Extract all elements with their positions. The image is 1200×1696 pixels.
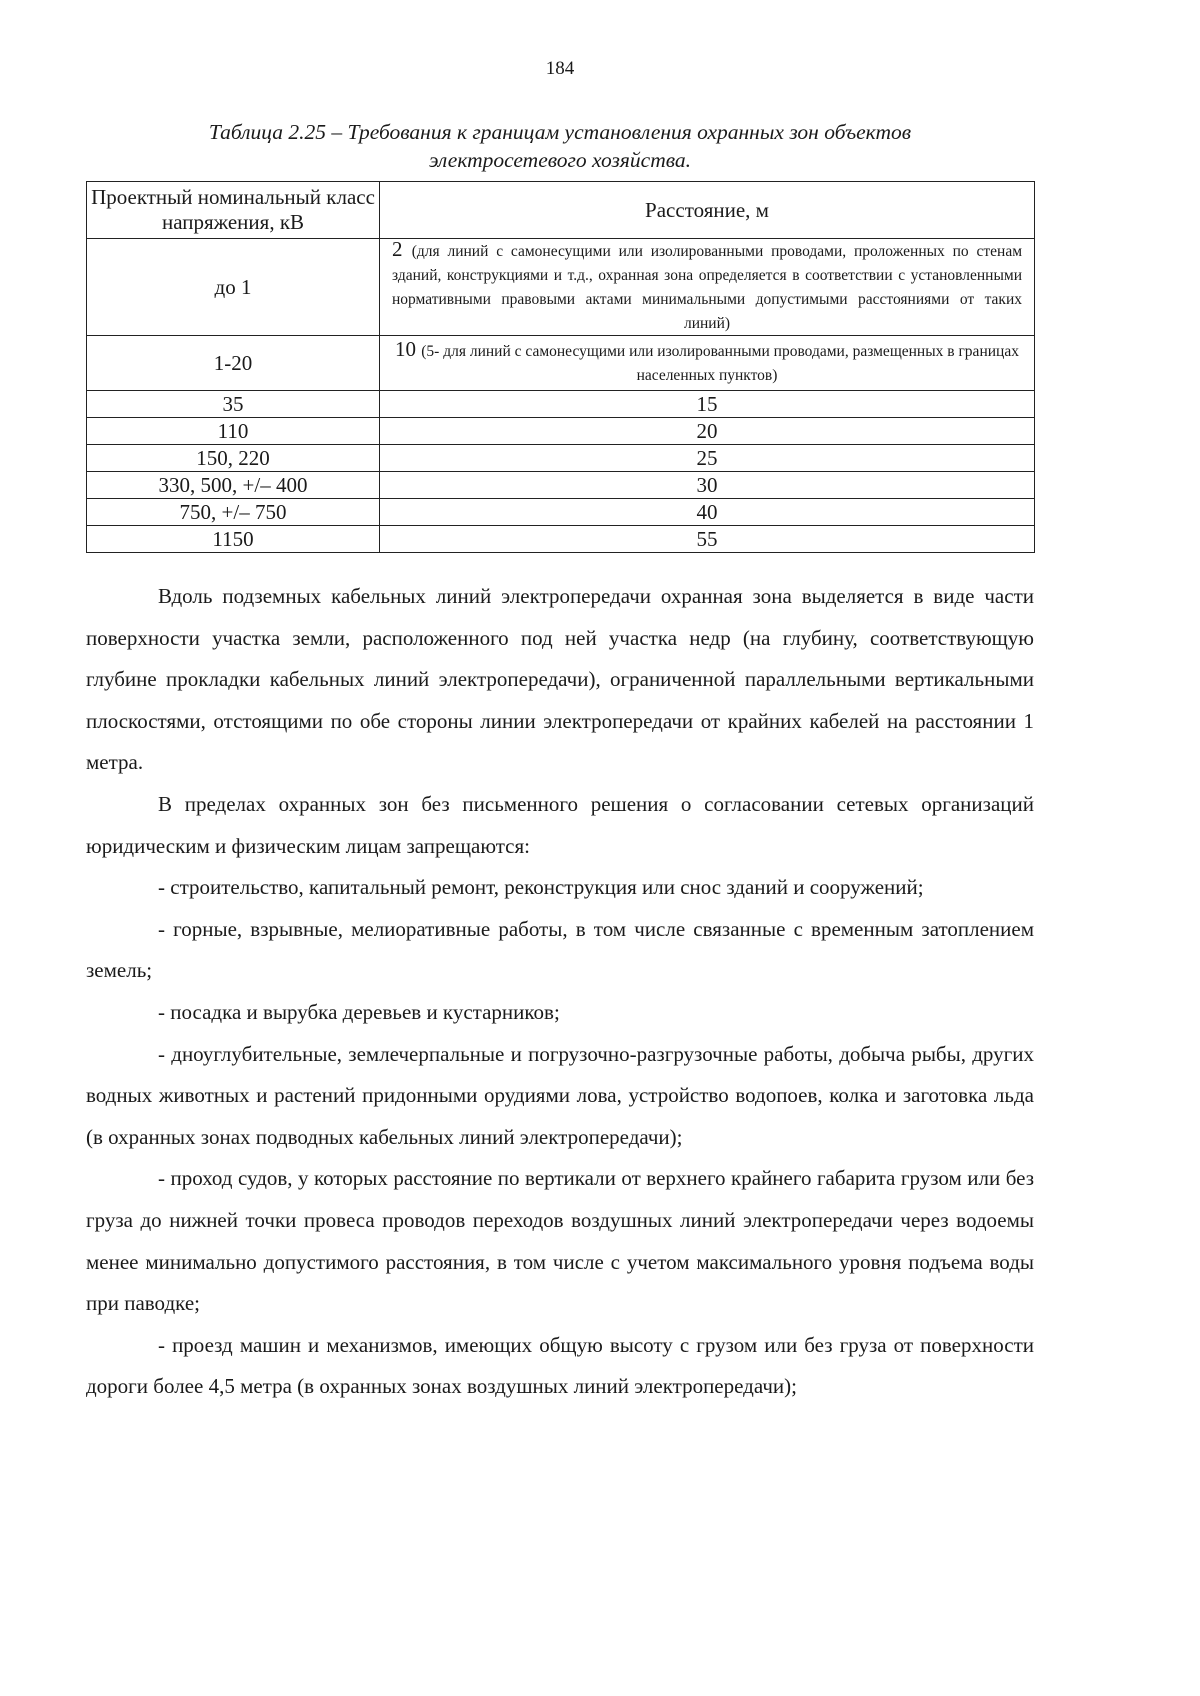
list-item: - проход судов, у которых расстояние по вертикали от верхнего крайнего габарита грузом или без груза до нижней точки провеса проводов переходов воздушных линий электропередачи через водоемы менее минимально допустимого расстояния, в том числе с учетом максимального уровня подъема воды при паводке; [86,1166,1034,1316]
table-row [87,526,1035,553]
list-item: - проезд машин и механизмов, имеющих общую высоту с грузом или без груза от поверхности дороги более 4,5 метра (в охранных зонах воздушных линий электропередачи); [86,1332,1034,1399]
distance-note: (5- для линий с самонесущими или изолированными проводами, размещенных в границах населенных пунктов) [421,343,1019,384]
distance-note: (для линий с самонесущими или изолированными проводами, проложенных по стенам зданий, конструкциями и т.д., охранная зона определяется в соответствии с установленными нормативными правовыми актами минимальными допустимыми расстояниями от таких линий) [392,243,1023,332]
cell-voltage: 750, +/– 750 [87,499,380,526]
cell-distance: 15 [380,391,1035,418]
paragraph: В пределах охранных зон без письменного решения о согласовании сетевых организаций юридическим и физическим лицам запрещаются: [86,791,1034,858]
table-row [87,472,1035,499]
table-row [87,418,1035,445]
list-item: - посадка и вырубка деревьев и кустарников; [158,999,560,1024]
cell-voltage: 1-20 [87,336,380,391]
header-distance: Расстояние, м [380,182,1035,239]
protection-zone-table [86,181,1035,553]
table-caption: Таблица 2.25 – Требования к границам установления охранных зон объектов электросетевого хозяйства. [208,120,912,172]
header-voltage: Проектный номинальный класс напряжения, кВ [87,182,380,239]
cell-distance [380,239,1035,336]
cell-voltage: 150, 220 [87,445,380,472]
cell-voltage: 35 [87,391,380,418]
body-text [86,576,1034,1408]
list-item: - горные, взрывные, мелиоративные работы, в том числе связанные с временным затоплением земель; [86,916,1034,983]
distance-value: 10 [395,337,417,361]
table-header-row [87,182,1035,239]
cell-voltage: 1150 [87,526,380,553]
table-row [87,336,1035,391]
table-row [87,239,1035,336]
cell-voltage: до 1 [87,239,380,336]
cell-voltage: 110 [87,418,380,445]
cell-distance: 30 [380,472,1035,499]
cell-distance: 40 [380,499,1035,526]
list-item: - дноуглубительные, землечерпальные и погрузочно-разгрузочные работы, добыча рыбы, других водных животных и растений придонными орудиями лова, устройство водопоев, колка и заготовка льда (в охранных зонах подводных кабельных линий электропередачи); [86,1041,1034,1149]
distance-value: 2 [392,237,403,261]
cell-distance: 20 [380,418,1035,445]
cell-distance: 25 [380,445,1035,472]
cell-voltage: 330, 500, +/– 400 [87,472,380,499]
paragraph: Вдоль подземных кабельных линий электропередачи охранная зона выделяется в виде части поверхности участка земли, расположенного под ней участка недр (на глубину, соответствующую глубине прокладки кабельных линий электропередачи), ограниченной параллельными вертикальными плоскостями, отстоящими по обе стороны линии электропередачи от крайних кабелей на расстоянии 1 метра. [86,584,1034,775]
cell-distance [380,336,1035,391]
table-row [87,391,1035,418]
table-row [87,499,1035,526]
cell-distance: 55 [380,526,1035,553]
list-item: - строительство, капитальный ремонт, реконструкция или снос зданий и сооружений; [158,875,924,900]
table-row [87,445,1035,472]
page-number: 184 [545,58,575,79]
